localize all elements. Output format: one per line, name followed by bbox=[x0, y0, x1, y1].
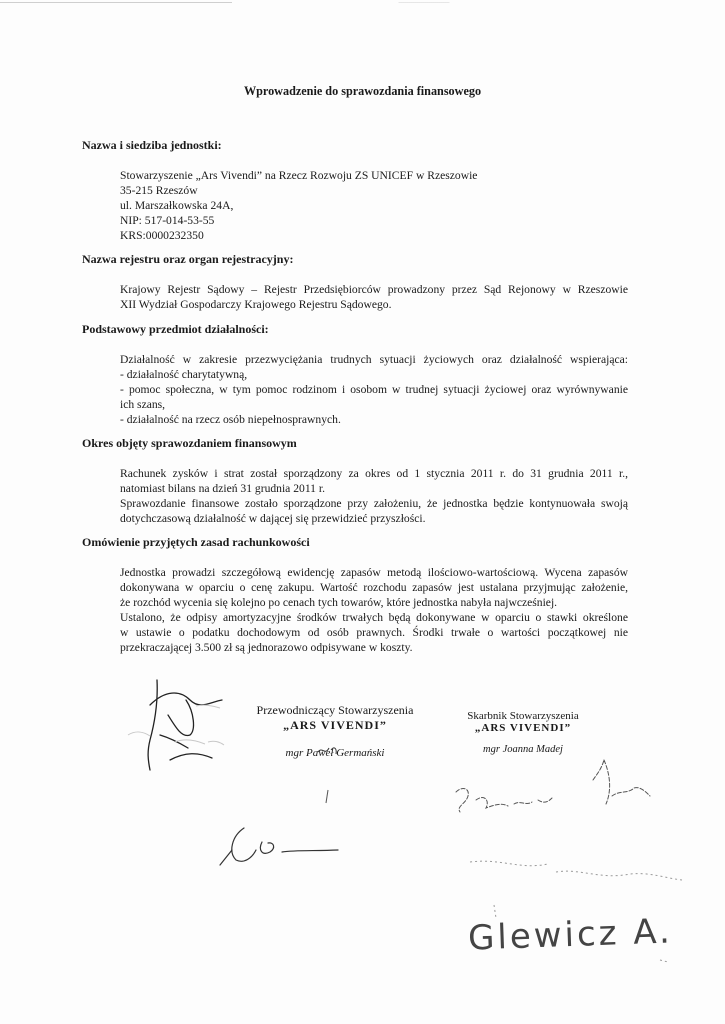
registry-line-1: Krajowy Rejestr Sądowy – Rejestr Przedsiębiorców prowadzony przez Sąd Rejonowy w Rzeszowie bbox=[120, 283, 628, 296]
activity-line-3: - pomoc społeczna, w tym pomoc rodzinom i osobom w trudnej sytuacji życiowej oraz wyrównywanie bbox=[120, 383, 628, 396]
scan-artifact-line bbox=[0, 2, 725, 3]
accounting-line-5: w ustawie o podatku dochodowym od osób prawnych. Środki trwałe o wartości początkowej nie bbox=[120, 626, 628, 639]
period-line-4: dotychczasową działalność w dającej się przewidzieć przyszłości. bbox=[120, 512, 426, 525]
entity-street-line: ul. Marszałkowska 24A, bbox=[120, 199, 234, 212]
faint-left-stamp bbox=[128, 705, 224, 745]
activity-line-2: - działalność charytatywną, bbox=[120, 368, 248, 381]
registry-line-2: XII Wydział Gospodarczy Krajowego Rejestru Sądowego. bbox=[120, 298, 392, 311]
right-signature bbox=[456, 760, 650, 812]
accounting-line-1: Jednostka prowadzi szczegółową ewidencję zapasów metodą ilościowo-wartościową. Wycena zapasów bbox=[120, 566, 628, 579]
treasurer-name: mgr Joanna Madej bbox=[483, 744, 563, 755]
activity-line-5: - działalność na rzecz osób niepełnosprawnych. bbox=[120, 413, 341, 426]
chair-org: „ARS VIVENDI” bbox=[283, 718, 387, 732]
accounting-line-2: dokonywana w oparciu o cenę zakupu. Wartość rozchodu zapasów jest ustalana przyjmując założenie, bbox=[120, 581, 628, 594]
section-heading-accounting: Omówienie przyjętych zasad rachunkowości bbox=[82, 535, 310, 549]
section-heading-period: Okres objęty sprawozdaniem finansowym bbox=[82, 436, 297, 450]
accounting-line-3: że rozchód wycenia się kolejno po cenach tych towarów, które jednostka nabyła najwcześniej. bbox=[120, 596, 558, 609]
chair-stamp bbox=[250, 703, 420, 759]
entity-name-line: Stowarzyszenie „Ars Vivendi” na Rzecz Rozwoju ZS UNICEF w Rzeszowie bbox=[120, 169, 478, 182]
chair-name: mgr Paweł Germański bbox=[285, 747, 385, 759]
activity-line-4: ich szans, bbox=[120, 398, 166, 411]
accounting-line-6: przekraczającej 3.500 zł są jednorazowo odpisywane w koszty. bbox=[120, 641, 413, 654]
section-heading-entity: Nazwa i siedziba jednostki: bbox=[82, 138, 222, 152]
entity-postcode-line: 35-215 Rzeszów bbox=[120, 184, 198, 197]
period-line-3: Sprawozdanie finansowe zostało sporządzone przy założeniu, że jednostka będzie kontynuowała swoją bbox=[120, 497, 628, 510]
section-heading-activity: Podstawowy przedmiot działalności: bbox=[82, 322, 269, 336]
entity-krs-line: KRS:0000232350 bbox=[120, 229, 204, 242]
handwritten-name: Glewicz A. bbox=[467, 911, 674, 959]
section-heading-registry: Nazwa rejestru oraz organ rejestracyjny: bbox=[82, 252, 294, 266]
treasurer-role: Skarbnik Stowarzyszenia bbox=[467, 710, 579, 722]
entity-nip-line: NIP: 517-014-53-55 bbox=[120, 214, 215, 227]
treasurer-org: „ARS VIVENDI” bbox=[474, 722, 572, 734]
period-line-2: natomiast bilans na dzień 31 grudnia 2011 r. bbox=[120, 482, 325, 495]
left-signature bbox=[148, 680, 222, 770]
period-line-1: Rachunek zysków i strat został sporządzony za okres od 1 stycznia 2011 r. do 31 grudnia 2011 r., bbox=[120, 467, 628, 480]
document-title: Wprowadzenie do sprawozdania finansowego bbox=[243, 84, 482, 98]
bottom-left-signature bbox=[220, 828, 338, 865]
activity-line-1: Działalność w zakresie przezwyciężania trudnych sytuacji życiowych oraz działalność wspierająca: bbox=[120, 353, 628, 366]
treasurer-stamp bbox=[453, 710, 593, 755]
accounting-line-4: Ustalono, że odpisy amortyzacyjne środków trwałych będą dokonywane w oparciu o stawki określone bbox=[120, 611, 628, 624]
chair-role: Przewodniczący Stowarzyszenia bbox=[256, 703, 414, 717]
